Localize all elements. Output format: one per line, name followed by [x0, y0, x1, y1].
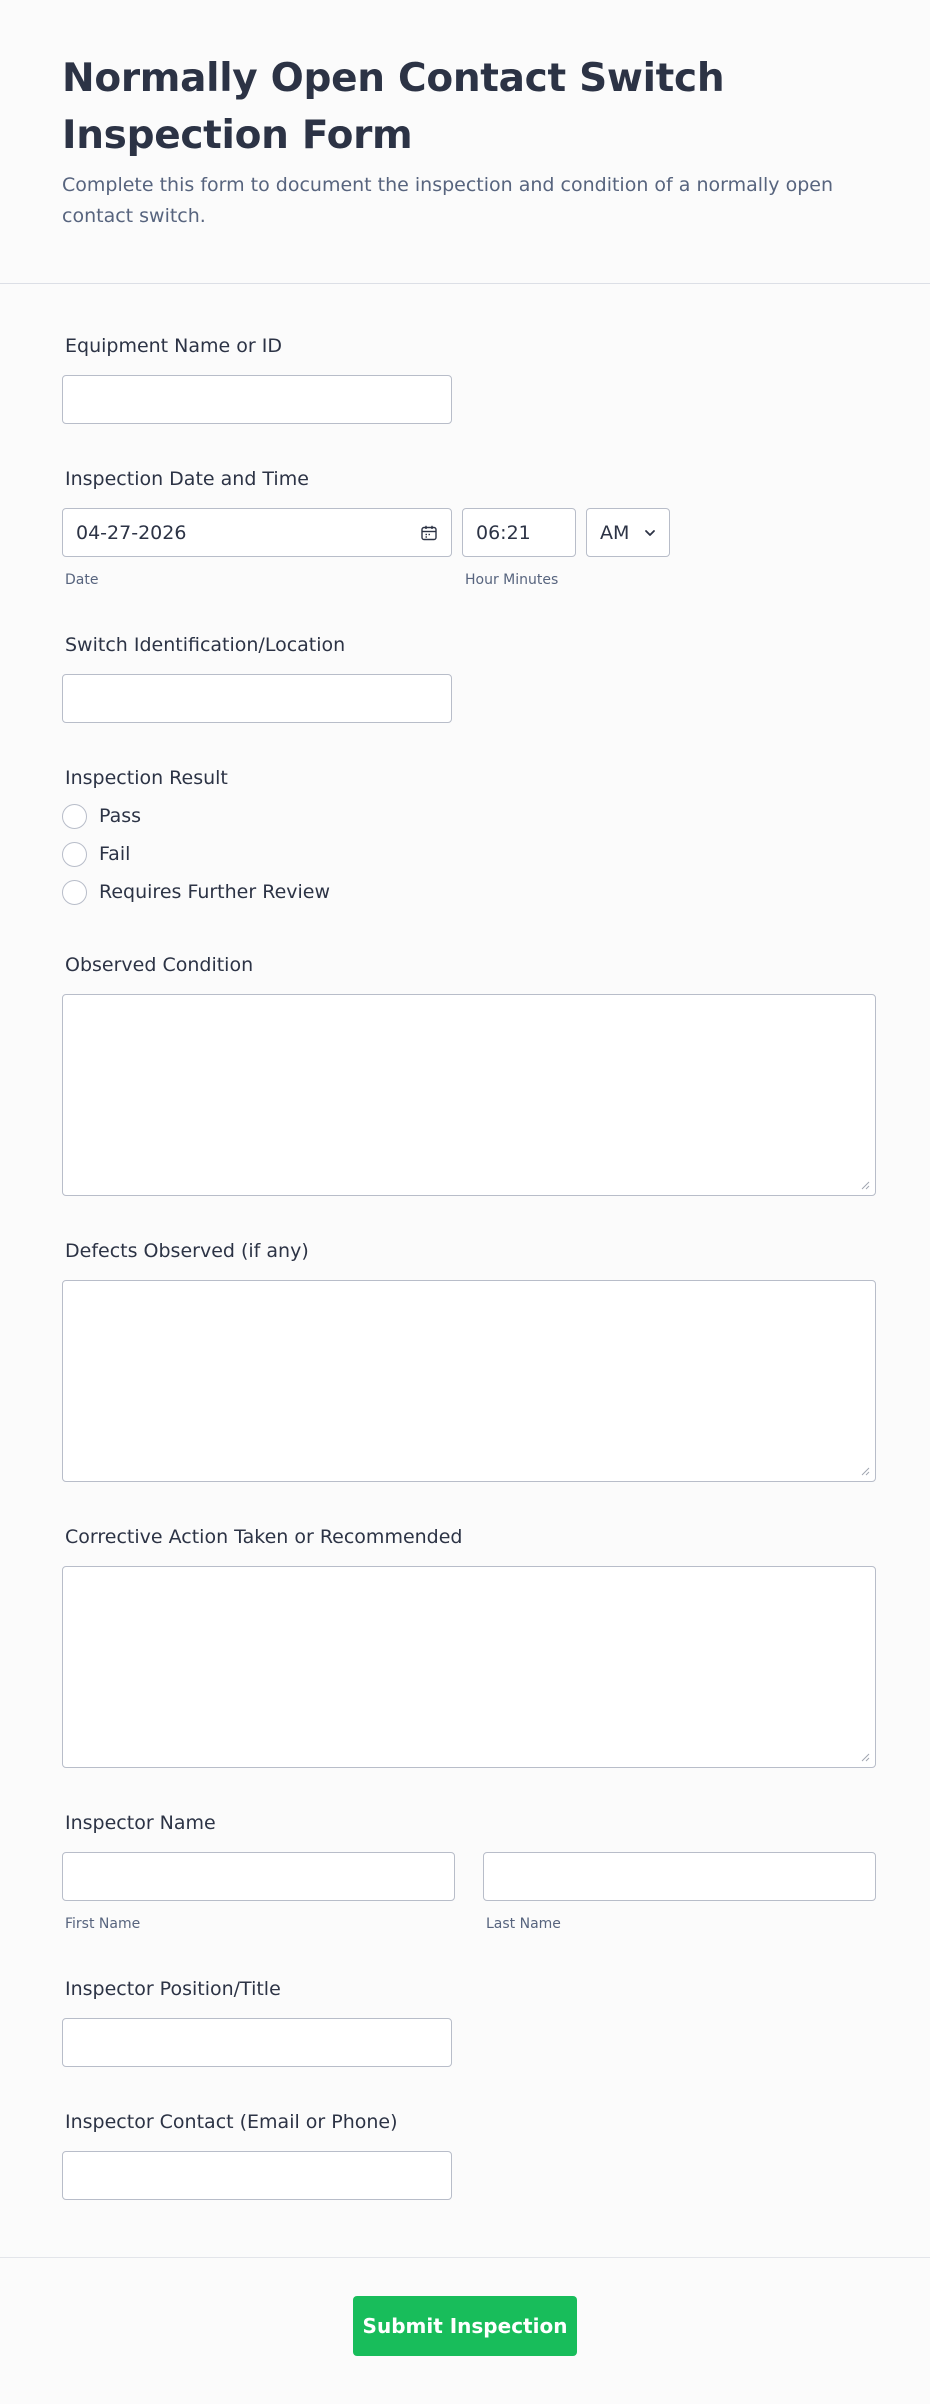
- form-header: [0, 0, 930, 284]
- form-subtitle: Complete this form to document the inspection and condition of a normally open contact switch.: [62, 174, 834, 227]
- defects-textarea[interactable]: [62, 1280, 876, 1482]
- radio-option-review[interactable]: [62, 873, 868, 911]
- chevron-down-icon: [643, 526, 657, 540]
- datetime-label: Inspection Date and Time: [65, 468, 309, 490]
- resize-grip-icon[interactable]: [860, 1180, 870, 1190]
- condition-textarea[interactable]: [62, 994, 876, 1196]
- radio-option-fail[interactable]: [62, 835, 868, 873]
- result-label: Inspection Result: [65, 767, 228, 789]
- location-field: [62, 633, 868, 723]
- defects-label: Defects Observed (if any): [65, 1240, 309, 1262]
- time-input[interactable]: [462, 508, 576, 557]
- corrective-field: [62, 1525, 868, 1768]
- resize-grip-icon[interactable]: [860, 1752, 870, 1762]
- radio-label: Requires Further Review: [99, 881, 331, 903]
- radio-label: Pass: [99, 805, 142, 827]
- contact-input[interactable]: [62, 2151, 452, 2200]
- form-body: [0, 334, 930, 2200]
- corrective-label: Corrective Action Taken or Recommended: [65, 1526, 463, 1548]
- calendar-icon[interactable]: [420, 524, 438, 542]
- inspector-name-field: [62, 1811, 868, 1933]
- resize-grip-icon[interactable]: [860, 1466, 870, 1476]
- inspector-name-label: Inspector Name: [65, 1812, 216, 1834]
- radio-button[interactable]: [62, 880, 87, 905]
- time-value: 06:21: [476, 521, 531, 544]
- date-value: 04-27-2026: [76, 521, 187, 544]
- location-input[interactable]: [62, 674, 452, 723]
- time-sublabel: Hour Minutes: [465, 572, 559, 588]
- defects-field: [62, 1239, 868, 1482]
- equipment-input[interactable]: [62, 375, 452, 424]
- form-title: Normally Open Contact Switch Inspection Form: [62, 56, 725, 158]
- corrective-textarea[interactable]: [62, 1566, 876, 1768]
- contact-label: Inspector Contact (Email or Phone): [65, 2111, 398, 2133]
- ampm-value: AM: [600, 521, 630, 544]
- radio-button[interactable]: [62, 842, 87, 867]
- first-name-sublabel: First Name: [65, 1916, 141, 1932]
- submit-button[interactable]: Submit Inspection: [353, 2296, 577, 2356]
- form-footer: [0, 2257, 930, 2404]
- location-label: Switch Identification/Location: [65, 634, 346, 656]
- equipment-label: Equipment Name or ID: [65, 335, 282, 357]
- radio-option-pass[interactable]: [62, 797, 868, 835]
- date-input[interactable]: [62, 508, 452, 557]
- datetime-field: [62, 467, 868, 589]
- radio-label: Fail: [99, 843, 131, 865]
- equipment-field: [62, 334, 868, 424]
- radio-button[interactable]: [62, 804, 87, 829]
- position-field: [62, 1977, 868, 2067]
- condition-label: Observed Condition: [65, 954, 254, 976]
- date-sublabel: Date: [65, 572, 99, 588]
- first-name-input[interactable]: [62, 1852, 455, 1901]
- contact-field: [62, 2110, 868, 2200]
- position-input[interactable]: [62, 2018, 452, 2067]
- ampm-select[interactable]: [586, 508, 670, 557]
- position-label: Inspector Position/Title: [65, 1978, 281, 2000]
- last-name-sublabel: Last Name: [486, 1916, 561, 1932]
- result-field: [62, 766, 868, 911]
- last-name-input[interactable]: [483, 1852, 876, 1901]
- condition-field: [62, 953, 868, 1196]
